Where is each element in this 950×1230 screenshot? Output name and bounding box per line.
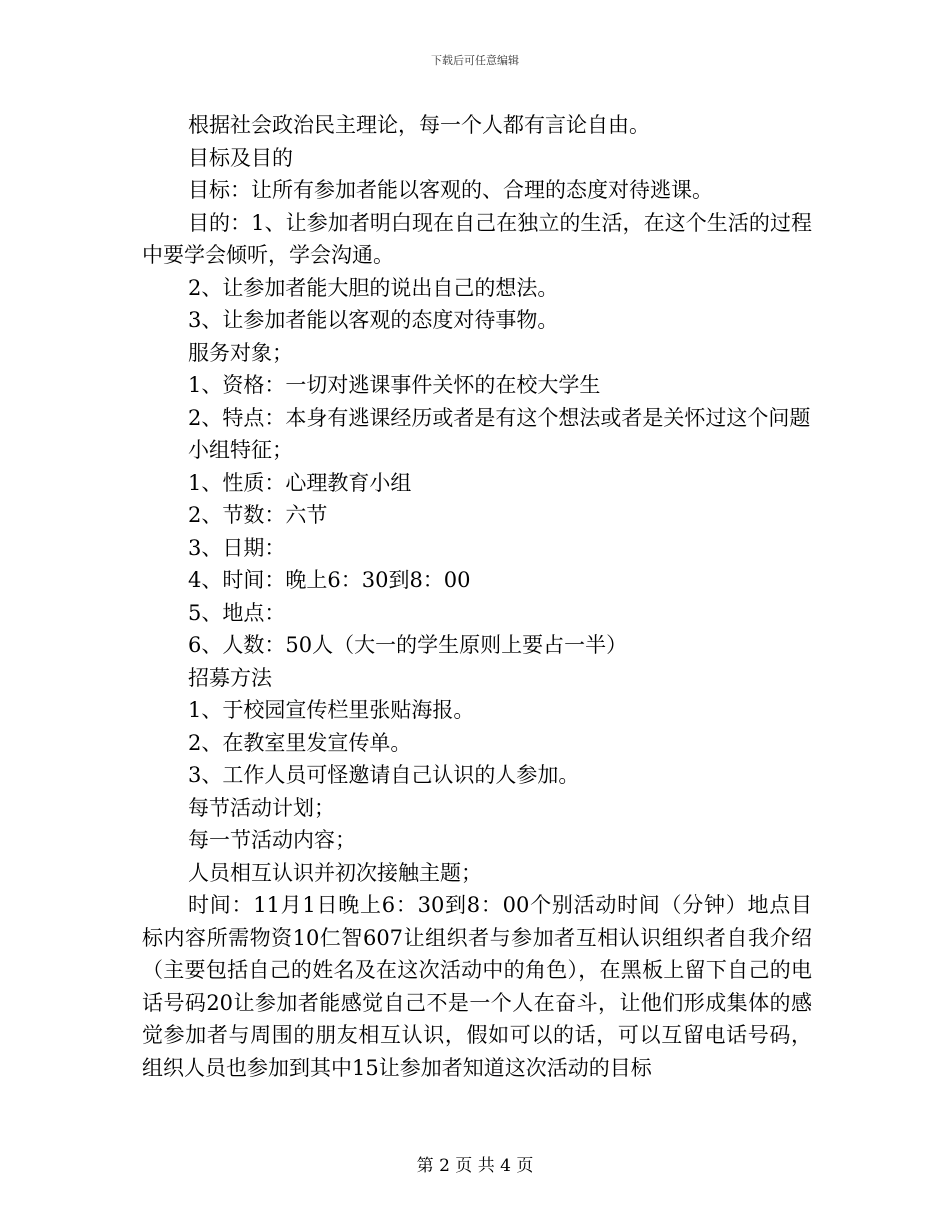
list-item: 1、资格：一切对逃课事件关怀的在校大学生: [188, 373, 601, 397]
section-heading: 目标及目的: [188, 145, 293, 170]
page-number-label: 第 2 页 共 4 页: [416, 1156, 534, 1176]
section-heading: 招募方法: [188, 665, 272, 690]
list-item: 5、地点：: [188, 600, 286, 625]
page-header: 下载后可任意编辑: [431, 54, 519, 67]
list-item: 4、时间：晚上6：30到8：00: [188, 568, 471, 592]
list-item: 1、于校园宣传栏里张贴海报。: [188, 698, 475, 722]
list-item: 3、让参加者能以客观的态度对待事物。: [188, 308, 559, 332]
section-heading: 人员相互认识并初次接触主题；: [188, 860, 482, 885]
section-heading: 小组特征；: [188, 438, 293, 462]
section-heading: 每一节活动内容；: [188, 828, 356, 852]
paragraph: 时间：11月1日晚上6：30到8：00个别活动时间（分钟）地点目标内容所需物资10仁智607让组织者与参加者互相认识组织者自我介绍（主要包括自己的姓名及在这次活动中的角色），在黑板上留下自己的电话号码20让参加者能感觉自己不是一个人在奋斗，让他们形成集体的感觉参加者与周围的朋友相互认识，假如可以的话，可以互留电话号码，组织人员也参加到其中15让参加者知道这次活动的目标: [142, 893, 812, 1080]
paragraph: 目的：1、让参加者明白现在自己在独立的生活，在这个生活的过程中要学会倾听，学会沟通。: [142, 210, 812, 267]
list-item: 1、性质：心理教育小组: [188, 470, 412, 495]
document-body: [142, 109, 812, 1084]
list-item: 2、节数：六节: [188, 503, 328, 527]
list-item: 3、工作人员可怪邀请自己认识的人参加。: [188, 763, 580, 787]
list-item: 6、人数：50人（大一的学生原则上要占一半）: [188, 633, 628, 657]
list-item: 3、日期：: [188, 535, 286, 560]
section-heading: 每节活动计划；: [188, 795, 335, 820]
section-heading: 服务对象；: [188, 340, 293, 365]
list-item: 2、让参加者能大胆的说出自己的想法。: [188, 275, 559, 300]
paragraph: 根据社会政治民主理论，每一个人都有言论自由。: [188, 113, 650, 137]
list-item: 2、特点：本身有逃课经历或者是有这个想法或者是关怀过这个问题: [188, 405, 811, 430]
list-item: 2、在教室里发宣传单。: [188, 730, 412, 755]
page-footer: [0, 1155, 950, 1177]
paragraph: 目标：让所有参加者能以客观的、合理的态度对待逃课。: [188, 178, 713, 202]
